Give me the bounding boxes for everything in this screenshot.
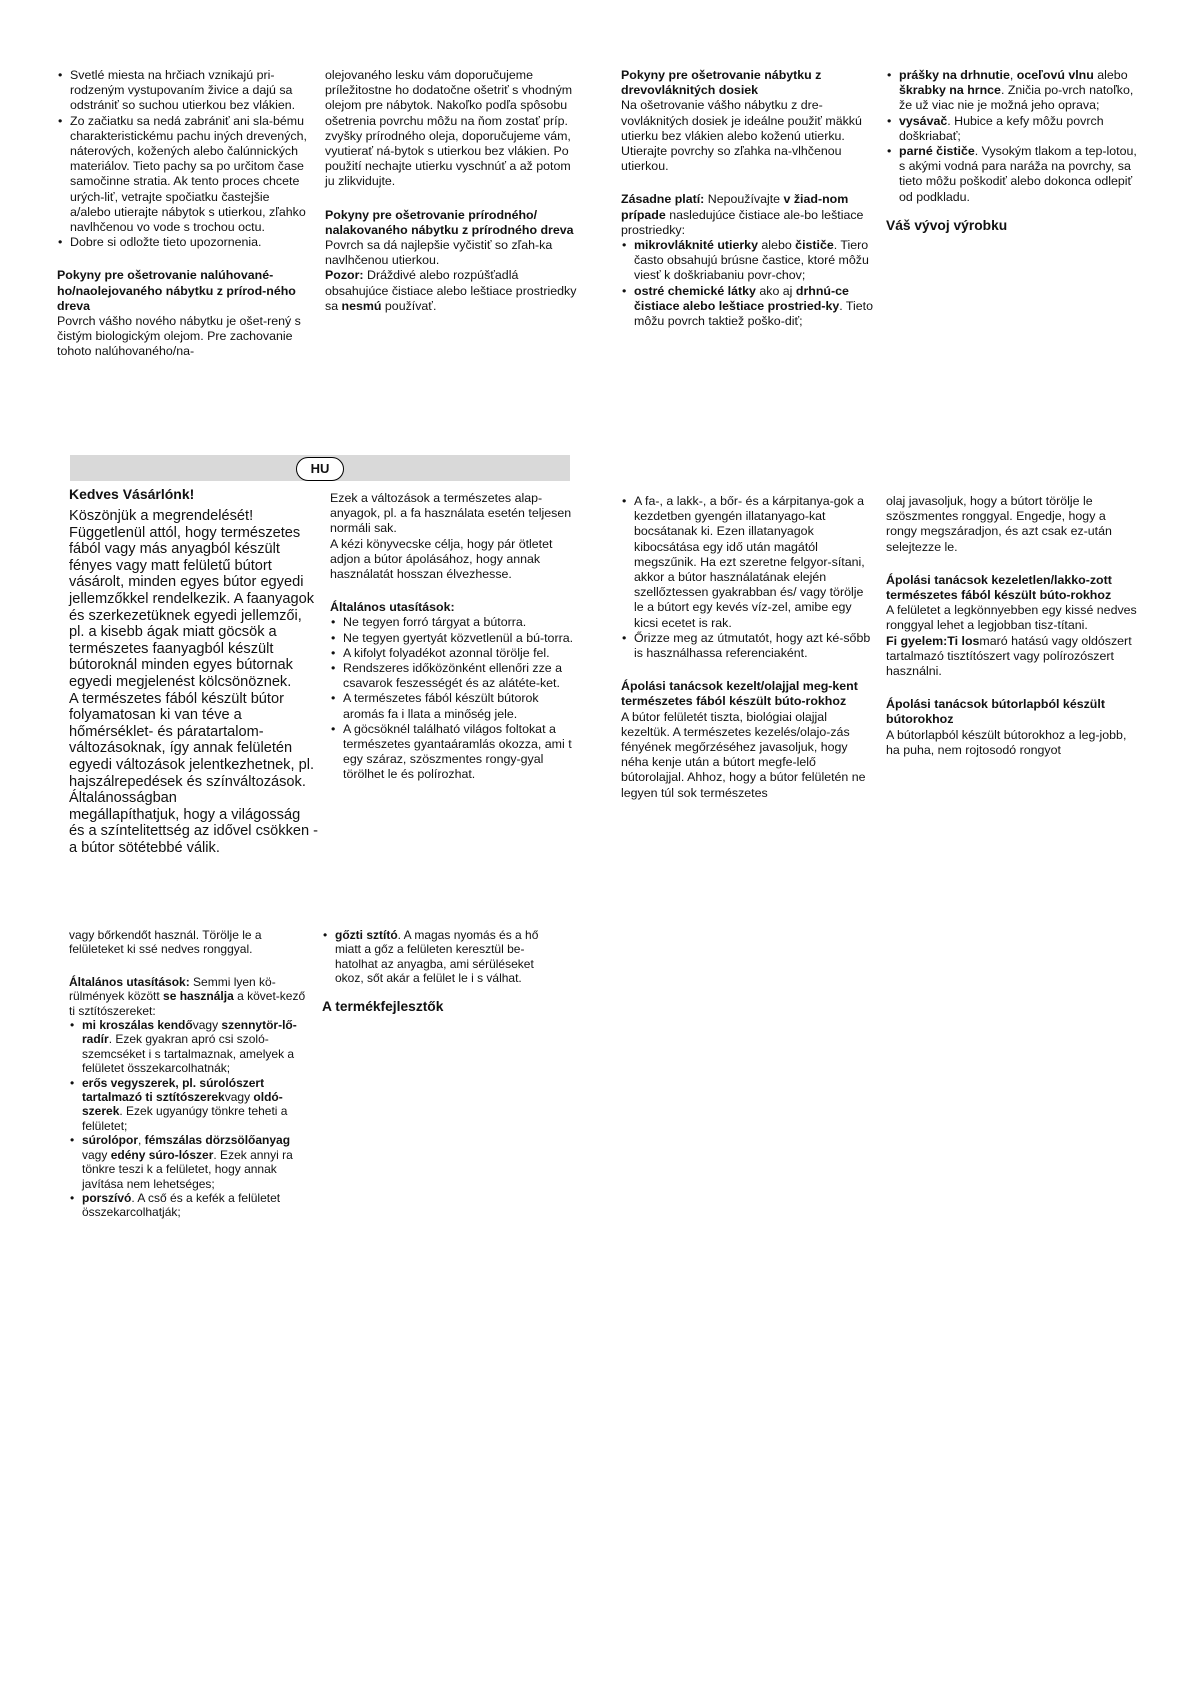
hu2-col2-bullet-list <box>322 928 562 986</box>
warning-label: Fi gyelem:Ti los <box>886 633 980 648</box>
list-item: • erős vegyszerek, pl. súrolószert tartalmazó ti sztítószerekvagy oldó-szerek. Ezek ugyanúgy tönkre teheti a felületet; <box>69 1076 309 1134</box>
warning-label: Pozor: <box>325 268 364 283</box>
list-item: • prášky na drhnutie, oceľovú vlnu alebo škrabky na hrnce. Zničia po-vrch natoľko, že už viac nie je možná jeho oprava; <box>886 68 1138 114</box>
paragraph: A felületet a legkönnyebben egy kissé nedves ronggyal lehet a legjobban tisz-títani. <box>886 603 1137 633</box>
hu2-column-2 <box>322 928 562 1015</box>
sk-column-3 <box>621 68 873 329</box>
warning-paragraph: Fi gyelem:Ti losmaró hatású vagy oldószert tartalmazó tisztítószert vagy polírozószert használni. <box>886 633 1132 679</box>
hu-col2-bullet-list <box>330 615 580 782</box>
language-badge: HU <box>296 457 344 481</box>
hu2-col1-bullet-list <box>69 1018 309 1220</box>
list-item: • A fa-, a lakk-, a bőr- és a kárpitanya-gok a kezdetben gyengén illatanyago-kat bocsátanak ki. Ezen illatanyagok kibocsátása egy idő után magától megszűnik. Ha ezt szeretne felgyor-sítani, akkor a bútor használatának elején szellőztessen gyakrabban és/ vagy törölje le a bútort egy kevés víz-zel, amibe egy kicsi ecetet is rak. <box>621 494 873 631</box>
paragraph: Povrch sa dá najlepšie vyčistiť so zľah-ka navlhčenou utierkou. <box>325 238 553 268</box>
list-item: • porszívó. A cső és a kefék a felületet összekarcolhatják; <box>69 1191 309 1220</box>
paragraph: olaj javasoljuk, hogy a bútort törölje le szöszmentes ronggyal. Engedje, hogy a rongy megszáradjon, és azt csak ez-után selejtezze le. <box>886 494 1112 554</box>
paragraph: Na ošetrovanie vášho nábytku z dre-vovláknitých dosiek je ideálne použiť mäkkú utierku bez vlákien alebo koženú utierku. Utierajte povrchy so zľahka na-vlhčenou utierkou. <box>621 98 862 174</box>
paragraph: olejovaného lesku vám doporučujeme príležitostne ho dodatočne ošetriť s vhodným olejom pre nábytok. Nakoľko podľa spôsobu ošetrenia povrchu môžu na ňom zostať príp. zvyšky prírodného oleja, doporučujeme vám, vyutierať ná-bytok s utierkou bez vlákien. Po použití nechajte utierku vyschnúť a až potom ju zlikvidujte. <box>325 68 573 189</box>
paragraph: Ezek a változások a természetes alap-anyagok, pl. a fa használata esetén teljesen normáli sak. <box>330 491 572 536</box>
list-item: • súrolópor, fémszálas dörzsölőanyag vagy edény súro-lószer. Ezek annyi ra tönkre teszi k a felületet, hogy annak javítása nem lehetséges; <box>69 1133 309 1191</box>
signature: Váš vývoj výrobku <box>886 217 1008 233</box>
list-item: • vysávač. Hubice a kefy môžu povrch doškriabať; <box>886 114 1138 144</box>
sk-column-4 <box>886 68 1138 234</box>
sk-col3-bullet-list <box>621 238 873 329</box>
section-heading: Pokyny pre ošetrovanie prírodného/ nalakovaného nábytku z prírodného dreva <box>325 207 574 237</box>
list-item: • mi kroszálas kendővagy szennytör-lő-radír. Ezek gyakran apró csi szoló-szemcséket i s tartalmaznak, amelyek a felületet összekarcolhatnák; <box>69 1018 309 1076</box>
intro-text: Köszönjük a megrendelését! Függetlenül attól, hogy természetes fából vagy más anyagból készült fényes vagy matt felületű bútort vásárolt, minden egyes bútor egyedi jellemzőkkel rendelkezik. A faanyagok és szerkezetüknek egyedi jellemzői, pl. a kisebb ágak miatt göcsök a természetes faanyagból készült bútoroknál minden egyes bútornak egyedi megjelenést kölcsönöznek. A természetes fából készült bútor folyamatosan ki van téve a hőmérséklet- és páratartalom- változásoknak, így annak felületén egyedi változások jelentkezhetnek, pl. hajszálrepedések és színváltozások. Általánosságban megállapíthatjuk, hogy a világosság és a színtelitettség az idővel csökken - a bútor sötétebbé válik. <box>69 508 319 856</box>
greeting-heading: Kedves Vásárlónk! <box>69 486 195 502</box>
list-item: • A természetes fából készült bútorok aromás fa i llata a minőség jele. <box>330 691 580 721</box>
section-heading: Általános utasítások: <box>330 600 455 615</box>
sk-col1-bullet-list <box>57 68 309 250</box>
hu-column-1 <box>69 486 331 856</box>
hu-column-2 <box>330 491 580 783</box>
paragraph: A bútorlapból készült bútorokhoz a leg-jobb, ha puha, nem rojtosodó rongyot <box>886 727 1127 757</box>
signature: A termékfejlesztők <box>322 998 444 1014</box>
list-item: • Zo začiatku sa nedá zabrániť ani sla-bému charakteristickému pachu iných drevených, náterových, kožených alebo čalúnnických materiálov. Tieto pachy sa po určitom čase samočinne stratia. Ak tento proces chcete urých-liť, vetrajte spočiatku častejšie a/alebo utierajte nábytok s utierkou, zľahko navlhčenou vo vode s trochou octu. <box>57 114 309 236</box>
sk-column-2 <box>325 68 577 314</box>
section-heading: Pokyny pre ošetrovanie nalúhované-ho/naolejovaného nábytku z prírod-ného dreva <box>57 268 296 313</box>
section-heading: Ápolási tanácsok kezeletlen/lakko-zott természetes fából készült búto-rokhoz <box>886 572 1112 603</box>
paragraph: A kézi könyvecske célja, hogy pár ötletet adjon a bútor ápolásához, hogy annak használatát hosszan élvezhesse. <box>330 536 553 582</box>
list-item: • Dobre si odložte tieto upozornenia. <box>57 235 309 250</box>
paragraph: Povrch vášho nového nábytku je ošet-rený s čistým biologickým olejom. Pre zachovanie tohoto nalúhovaného/na- <box>57 314 301 359</box>
hu2-column-1 <box>69 928 309 1220</box>
paragraph: vagy bőrkendőt használ. Törölje le a felületeket ki ssé nedves ronggyal. <box>69 928 262 957</box>
list-item: • Rendszeres időközönként ellenőri zze a csavarok feszességét és az alátéte-ket. <box>330 661 580 691</box>
hu-column-4 <box>886 494 1138 758</box>
list-item: • mikrovláknité utierky alebo čističe. Tiero často obsahujú brúsne častice, ktoré môžu viesť k doškriabaniu povr-chov; <box>621 238 873 284</box>
list-item: • Őrizze meg az útmutatót, hogy azt ké-sőbb is használhassa referenciaként. <box>621 631 873 661</box>
list-item: • Ne tegyen gyertyát közvetlenül a bú-torra. <box>330 631 580 646</box>
section-heading: Ápolási tanácsok bútorlapból készült bútorokhoz <box>886 697 1105 727</box>
list-item: • ostré chemické látky ako aj drhnú-ce čistiace alebo leštiace prostried-ky. Tieto môžu povrch taktiež poško-diť; <box>621 284 873 330</box>
sk-col4-bullet-list <box>886 68 1138 205</box>
list-item: • parné čističe. Vysokým tlakom a tep-lotou, s akými vodná para naráža na povrchy, sa tieto môžu poškodiť alebo dokonca odlepiť od podkladu. <box>886 144 1138 205</box>
list-item: • A göcsöknél található világos foltokat a természetes gyantaáramlás okozza, ami t egy száraz, szöszmentes rongy-gyal törölhet le és polírozhat. <box>330 722 580 783</box>
section-heading: Pokyny pre ošetrovanie nábytku z drevovláknitých dosiek <box>621 68 822 98</box>
rule-paragraph: Zásadne platí: Nepoužívajte v žiad-nom prípade nasledujúce čistiace ale-bo leštiace prostriedky: <box>621 192 864 237</box>
list-item: • gőzti sztító. A magas nyomás és a hő miatt a gőz a felületen keresztül be-hatolhat az anyagba, ami sérüléseket okoz, sőt akár a felület le i s válhat. <box>322 928 562 986</box>
hu-column-3 <box>621 494 873 801</box>
sk-column-1 <box>57 68 309 360</box>
list-item: • Svetlé miesta na hrčiach vznikajú pri-rodzeným vystupovaním živice a dajú sa odstrániť so suchou utierkou bez vlákien. <box>57 68 309 114</box>
hu-col3-bullet-list <box>621 494 873 661</box>
section-heading: Ápolási tanácsok kezelt/olajjal meg-kent természetes fából készült búto-rokhoz <box>621 679 858 709</box>
list-item: • Ne tegyen forró tárgyat a bútorra. <box>330 615 580 630</box>
paragraph: A bútor felületét tiszta, biológiai olajjal kezeltük. A természetes kezelés/olajo-zás fényének megőrzéséhez javasoljuk, hogy néha kenje után a bútort megfe-lelő bútorolajjal. Ahhoz, hogy a bútor felületén ne legyen túl sok természetes <box>621 709 866 800</box>
warning-paragraph: Pozor: Dráždivé alebo rozpúšťadlá obsahujúce čistiace alebo leštiace prostriedky sa nesmú používať. <box>325 268 577 313</box>
list-item: • A kifolyt folyadékot azonnal törölje fel. <box>330 646 580 661</box>
rule-paragraph: Általános utasítások: Semmi lyen kö-rülmények között se használja a követ-kező ti sztítószereket: <box>69 974 306 1018</box>
